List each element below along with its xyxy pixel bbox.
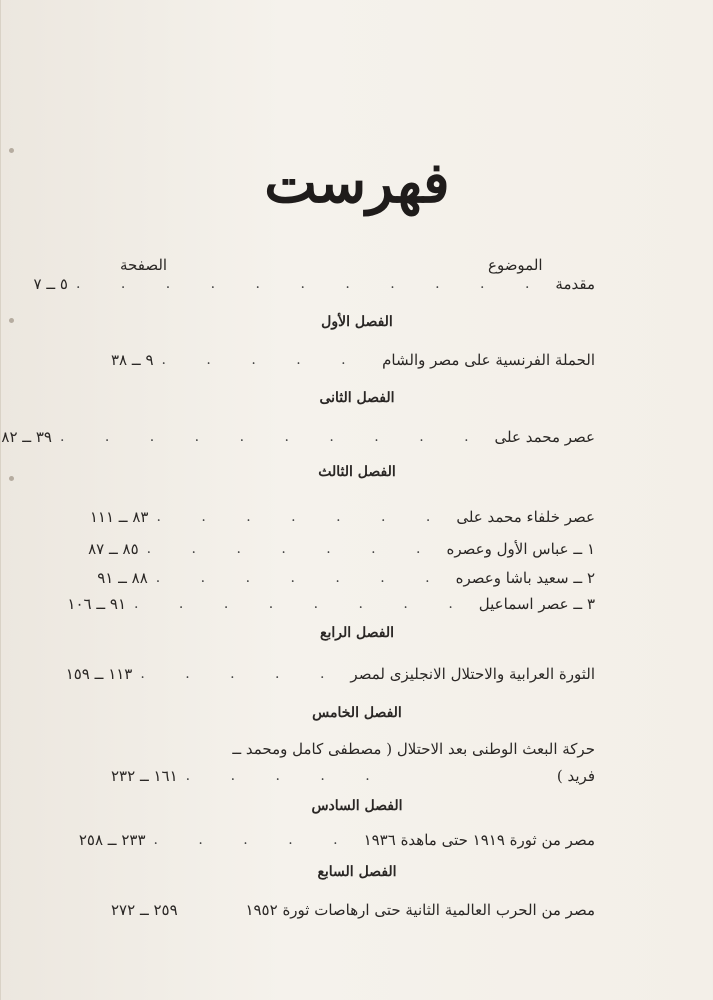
toc-entry <box>67 592 595 616</box>
toc-entry-leader: . . . . . <box>185 768 388 784</box>
toc-entry-pages: ٩١ ــ ١٠٦ <box>67 595 127 613</box>
page-title: فهرست <box>264 150 450 216</box>
section-heading: الفصل الرابع <box>320 625 394 641</box>
toc-entry-title: الحملة الفرنسية على مصر والشام <box>382 351 595 369</box>
toc-entry <box>78 828 595 852</box>
toc-entry-pages: ٩ ــ ٣٨ <box>111 351 154 369</box>
toc-entry-title: مصر من الحرب العالمية الثانية حتى ارهاصات ثورة ١٩٥٢ <box>245 901 595 919</box>
toc-entry <box>1 425 595 449</box>
toc-entry-pages: ١١٣ ــ ١٥٩ <box>65 665 133 683</box>
column-header-topic: الموضوع <box>488 256 543 274</box>
toc-entry-title: حركة البعث الوطنى بعد الاحتلال ( مصطفى كامل ومحمد ــ <box>232 740 595 758</box>
toc-entry-pages: ٨٣ ــ ١١١ <box>89 508 149 526</box>
toc-entry-title: عصر خلفاء محمد على <box>456 508 595 526</box>
toc-entry <box>65 662 595 686</box>
column-header-page: الصفحة <box>120 256 168 274</box>
toc-entry <box>97 566 595 590</box>
toc-entry <box>111 898 595 922</box>
toc-entry-title: ٣ ــ عصر اسماعيل <box>478 595 595 613</box>
toc-entry-title: ٢ ــ سعيد باشا وعصره <box>455 569 595 587</box>
toc-entry-pages: ٥ ــ ٧ <box>33 275 68 293</box>
toc-entry-leader: . . . . . . . . <box>134 596 471 612</box>
toc-entry-title: الثورة العرابية والاحتلال الانجليزى لمصر <box>350 665 595 683</box>
section-heading: الفصل الثالث <box>318 464 396 480</box>
section-heading: الفصل السادس <box>311 798 403 814</box>
toc-entry-leader: . . . . . . . <box>146 541 439 557</box>
toc-entry <box>111 348 595 372</box>
toc-entry <box>33 272 595 296</box>
section-heading: الفصل الخامس <box>312 705 402 721</box>
toc-entry-leader: . . . . . . . . . . <box>59 429 487 445</box>
toc-entry-leader: . . . . . <box>140 666 343 682</box>
section-heading: الفصل الأول <box>321 314 393 330</box>
toc-entry <box>89 505 595 529</box>
toc-entry-title: مصر من ثورة ١٩١٩ حتى ماهدة ١٩٣٦ <box>363 831 595 849</box>
toc-entry-leader: . . . . . <box>161 352 364 368</box>
toc-entry-pages: ٨٥ ــ ٨٧ <box>88 540 139 558</box>
section-heading: الفصل الثانى <box>319 390 395 406</box>
toc-entry-pages: ٨٨ ــ ٩١ <box>97 569 148 587</box>
toc-entry-leader: . . . . . <box>153 832 356 848</box>
toc-entry-leader: . . . . . . . <box>156 509 449 525</box>
toc-entry-title: مقدمة <box>555 275 595 293</box>
toc-entry-pages: ٢٥٩ ــ ٢٧٢ <box>111 901 178 919</box>
toc-entry-pages: ١٦١ ــ ٢٣٢ <box>111 767 178 785</box>
toc-entry-title: عصر محمد على <box>494 428 595 446</box>
toc-entry <box>111 764 595 788</box>
toc-entry-pages: ٢٣٣ ــ ٢٥٨ <box>78 831 146 849</box>
toc-entry-leader: . . . . . . . <box>155 570 448 586</box>
toc-entry-title: ١ ــ عباس الأول وعصره <box>446 540 595 558</box>
toc-entry-pages: ٣٩ ــ ٨٢ <box>1 428 52 446</box>
section-heading: الفصل السابع <box>317 864 397 880</box>
toc-entry <box>88 537 595 561</box>
toc-entry-leader: . . . . . . . . . . . <box>75 276 548 292</box>
toc-entry-title-continued: فريد ) <box>556 767 595 785</box>
